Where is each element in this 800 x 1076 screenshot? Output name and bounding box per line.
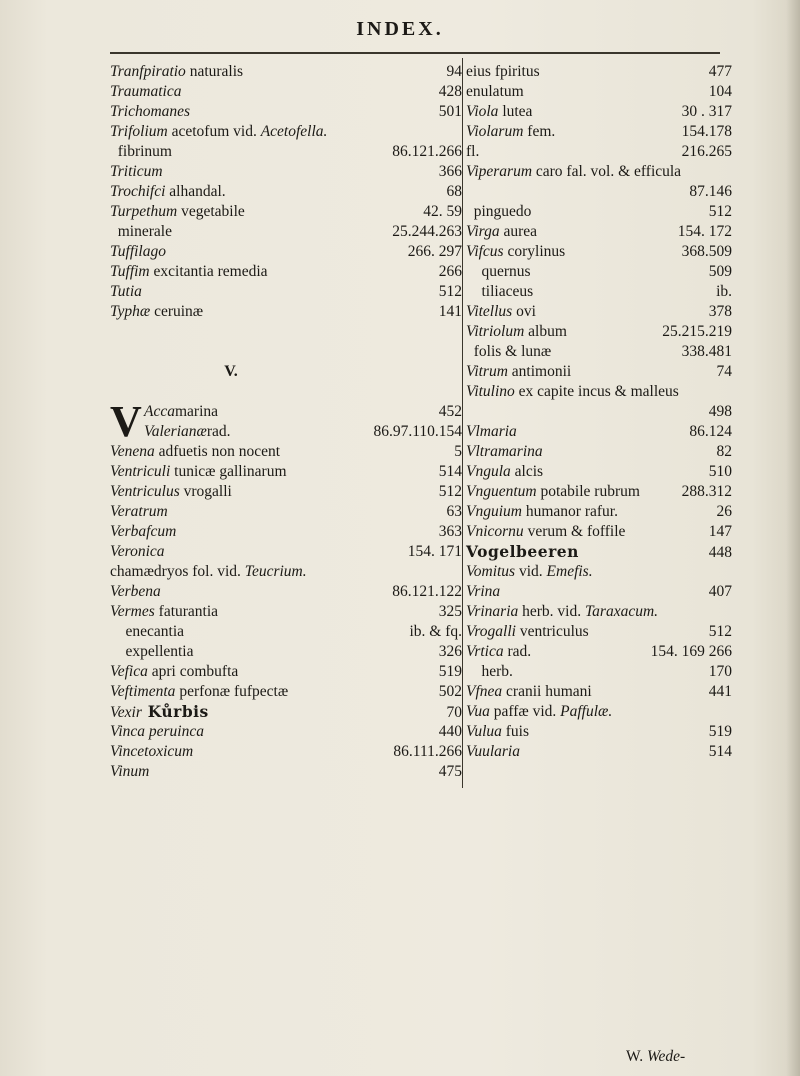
entry-term: Vinca peruinca bbox=[110, 723, 204, 740]
catchword-letter: W. bbox=[626, 1048, 644, 1065]
entry-pages: 94 bbox=[446, 63, 462, 80]
entry-term: Traumatica bbox=[110, 83, 182, 100]
catchword-term: Wede- bbox=[646, 1048, 686, 1065]
entry-text: acetofum vid. bbox=[167, 123, 261, 140]
entry-text: caro fal. vol. & efficula bbox=[532, 163, 682, 180]
entry-pages: 288.312 bbox=[681, 483, 732, 500]
entry-pages: 5 bbox=[454, 443, 462, 460]
page-edge-shadow bbox=[786, 0, 800, 1076]
index-entry bbox=[466, 82, 732, 102]
entry-term: Vuularia bbox=[466, 743, 520, 760]
entry-term: Vifcus bbox=[466, 243, 504, 260]
index-entry bbox=[466, 242, 732, 262]
v-entries bbox=[110, 442, 462, 782]
index-entry bbox=[110, 102, 462, 122]
entry-pages: 512 bbox=[708, 623, 732, 640]
entry-term: Vrogalli bbox=[466, 623, 516, 640]
entry-term: Trichomanes bbox=[110, 103, 191, 120]
index-entry bbox=[466, 102, 732, 122]
entry-text: minerale bbox=[110, 223, 172, 240]
index-entry bbox=[466, 322, 732, 342]
entry-pages: 26 bbox=[716, 503, 732, 520]
index-entry bbox=[110, 602, 462, 622]
entry-text: herb. vid. bbox=[518, 603, 585, 620]
index-entry bbox=[110, 722, 462, 742]
entry-crossref: Acetofella. bbox=[260, 123, 328, 140]
index-entry bbox=[110, 482, 462, 502]
entry-term: Vincetoxicum bbox=[110, 743, 194, 760]
entry-term: Tranfpiratio bbox=[110, 63, 186, 80]
entry-term: Turpethum bbox=[110, 203, 178, 220]
entry-pages: 86.121.266 bbox=[392, 143, 462, 160]
entry-pages: 141 bbox=[438, 303, 462, 320]
entry-term: Venena bbox=[110, 443, 155, 460]
index-entry bbox=[466, 362, 732, 382]
entry-pages: 519 bbox=[438, 663, 462, 680]
index-entry bbox=[110, 62, 462, 82]
entry-pages: 30 . 317 bbox=[681, 103, 732, 120]
entry-pages: 441 bbox=[708, 683, 732, 700]
entry-pages: 82 bbox=[716, 443, 732, 460]
entry-pages: 428 bbox=[438, 83, 462, 100]
section-letter: V. bbox=[224, 363, 238, 380]
index-entry bbox=[466, 502, 732, 522]
entry-pages: 25.215.219 bbox=[662, 323, 732, 340]
entry-text: rad. bbox=[206, 423, 231, 440]
entry-term: Vlmaria bbox=[466, 423, 517, 440]
entry-text: corylinus bbox=[503, 243, 566, 260]
entry-text: adfuetis non nocent bbox=[154, 443, 281, 460]
entry-pages: 147 bbox=[708, 523, 732, 540]
index-entry bbox=[466, 382, 732, 402]
index-entry bbox=[466, 622, 732, 642]
index-entry bbox=[110, 502, 462, 522]
index-entry bbox=[110, 182, 462, 202]
entry-pages: 266 bbox=[438, 263, 462, 280]
entry-text: quernus bbox=[466, 263, 531, 280]
entry-text: vrogalli bbox=[179, 483, 232, 500]
entry-term: Vomitus bbox=[466, 563, 516, 580]
entry-text: ceruinæ bbox=[150, 303, 204, 320]
entry-term: Tuffim bbox=[110, 263, 150, 280]
entry-pages: 510 bbox=[708, 463, 732, 480]
entry-term: Viperarum bbox=[466, 163, 533, 180]
entry-pages: 338.481 bbox=[681, 343, 732, 360]
index-entry bbox=[466, 402, 732, 422]
entry-pages: 86.97.110.154 bbox=[373, 423, 462, 440]
entry-term: Valerianæ bbox=[144, 423, 207, 440]
entry-text: ventriculus bbox=[515, 623, 589, 640]
spacer bbox=[110, 322, 462, 342]
index-entry bbox=[110, 662, 462, 682]
entry-pages: 86.111.266 bbox=[393, 743, 462, 760]
entry-term: Vulua bbox=[466, 723, 502, 740]
entry-pages: 326 bbox=[438, 643, 462, 660]
entry-term: Tutia bbox=[110, 283, 142, 300]
index-entry bbox=[466, 142, 732, 162]
v-entries-right bbox=[466, 62, 732, 762]
index-entry bbox=[110, 162, 462, 182]
entry-term: Vinum bbox=[110, 763, 150, 780]
index-entry bbox=[110, 202, 462, 222]
entry-term: Vnicornu bbox=[466, 523, 524, 540]
entry-text: fibrinum bbox=[110, 143, 172, 160]
entry-german-term: Vogelbeeren bbox=[466, 542, 579, 561]
entry-pages: 512 bbox=[438, 283, 462, 300]
entry-term: Vua bbox=[466, 703, 490, 720]
index-entry bbox=[110, 142, 462, 162]
entry-pages: 104 bbox=[708, 83, 732, 100]
entry-pages: 448 bbox=[708, 544, 732, 561]
index-entry bbox=[466, 482, 732, 502]
entry-text: potabile rubrum bbox=[536, 483, 640, 500]
entry-term: Vefica bbox=[110, 663, 148, 680]
entry-term: Vitriolum bbox=[466, 323, 525, 340]
index-entry bbox=[466, 682, 732, 702]
entry-pages: 25.244.263 bbox=[392, 223, 462, 240]
entry-pages: 154.178 bbox=[681, 123, 732, 140]
entry-text: naturalis bbox=[185, 63, 244, 80]
entry-pages: ib. & fq. bbox=[409, 623, 462, 640]
entry-term: Vrtica bbox=[466, 643, 504, 660]
entry-crossref: Paffulæ. bbox=[560, 703, 613, 720]
index-entry bbox=[466, 722, 732, 742]
entry-text: enecantia bbox=[110, 623, 185, 640]
entry-pages: 266. 297 bbox=[407, 243, 462, 260]
entry-text: fem. bbox=[523, 123, 556, 140]
entry-pages: 63 bbox=[446, 503, 462, 520]
index-entry bbox=[466, 742, 732, 762]
index-entry bbox=[466, 522, 732, 542]
entry-text: fuis bbox=[501, 723, 529, 740]
entry-text: enulatum bbox=[466, 83, 524, 100]
index-entry bbox=[466, 602, 732, 622]
catchword bbox=[626, 1048, 685, 1066]
entry-term: Veratrum bbox=[110, 503, 168, 520]
index-entry bbox=[144, 422, 462, 442]
index-entry bbox=[466, 122, 732, 142]
entry-text: tiliaceus bbox=[466, 283, 534, 300]
entry-term: Vitulino bbox=[466, 383, 515, 400]
entry-pages: 154. 169 266 bbox=[650, 643, 732, 660]
entry-pages: 70 bbox=[446, 704, 462, 721]
entry-pages: 440 bbox=[438, 723, 462, 740]
index-entry bbox=[110, 462, 462, 482]
index-entry bbox=[466, 562, 732, 582]
spacer bbox=[110, 382, 462, 402]
entry-pages: 368.509 bbox=[681, 243, 732, 260]
page-header: INDEX. bbox=[356, 18, 444, 40]
entry-text: folis & lunæ bbox=[466, 343, 552, 360]
index-entry bbox=[110, 242, 462, 262]
index-entry bbox=[110, 542, 462, 562]
index-entry bbox=[110, 582, 462, 602]
index-entry bbox=[110, 122, 462, 142]
entry-term: Vitellus bbox=[466, 303, 513, 320]
entry-text: verum & foffile bbox=[523, 523, 626, 540]
entry-pages: 512 bbox=[438, 483, 462, 500]
entry-term: Vnguium bbox=[466, 503, 522, 520]
index-entry bbox=[110, 762, 462, 782]
entry-term: Ventriculi bbox=[110, 463, 171, 480]
t-entries bbox=[110, 62, 462, 322]
entry-pages: 363 bbox=[438, 523, 462, 540]
entry-crossref: Taraxacum. bbox=[584, 603, 659, 620]
index-entry bbox=[466, 262, 732, 282]
entry-pages: 170 bbox=[708, 663, 732, 680]
entry-text: lutea bbox=[498, 103, 533, 120]
entry-text: aurea bbox=[499, 223, 538, 240]
entry-term: Virga bbox=[466, 223, 500, 240]
index-entry bbox=[110, 522, 462, 542]
index-entry bbox=[110, 562, 462, 582]
entry-pages: 512 bbox=[708, 203, 732, 220]
entry-text: ex capite incus & malleus bbox=[514, 383, 679, 400]
entry-text: antimonii bbox=[507, 363, 572, 380]
index-entry bbox=[466, 462, 732, 482]
entry-text: fl. bbox=[466, 143, 480, 160]
entry-term: Veronica bbox=[110, 543, 165, 560]
index-entry bbox=[466, 582, 732, 602]
index-entry bbox=[110, 282, 462, 302]
entry-text: herb. bbox=[466, 663, 513, 680]
dropcap-letter: V bbox=[110, 397, 142, 446]
entry-german-term: Kůrbis bbox=[141, 702, 209, 721]
column-divider bbox=[462, 58, 463, 788]
entry-term: Trifolium bbox=[110, 123, 168, 140]
entry-pages: 216.265 bbox=[681, 143, 732, 160]
entry-term: Violarum bbox=[466, 123, 524, 140]
entry-text: alhandal. bbox=[165, 183, 226, 200]
entry-pages: 74 bbox=[716, 363, 732, 380]
index-entry bbox=[110, 82, 462, 102]
entry-pages: 514 bbox=[708, 743, 732, 760]
entry-term: Acca bbox=[144, 403, 175, 420]
entry-pages: 477 bbox=[708, 63, 732, 80]
left-column bbox=[110, 62, 462, 782]
entry-crossref: Teucrium. bbox=[244, 563, 307, 580]
entry-pages: ib. bbox=[716, 283, 732, 300]
entry-term: Tuffilago bbox=[110, 243, 166, 260]
entry-text: vid. bbox=[515, 563, 547, 580]
entry-term: Ventriculus bbox=[110, 483, 180, 500]
entry-pages: 514 bbox=[438, 463, 462, 480]
right-column bbox=[466, 62, 732, 762]
entry-text: cranii humani bbox=[502, 683, 592, 700]
entry-text: humanor rafur. bbox=[521, 503, 618, 520]
entry-pages: 378 bbox=[708, 303, 732, 320]
entry-pages: 509 bbox=[708, 263, 732, 280]
entry-text: apri combufta bbox=[147, 663, 239, 680]
entry-pages: 366 bbox=[438, 163, 462, 180]
v-dropcap-block bbox=[110, 397, 462, 446]
entry-pages: 501 bbox=[438, 103, 462, 120]
entry-pages: 68 bbox=[446, 183, 462, 200]
entry-term: Verbafcum bbox=[110, 523, 177, 540]
entry-term: Vitrum bbox=[466, 363, 508, 380]
index-entry bbox=[466, 302, 732, 322]
entry-pages: 498 bbox=[708, 403, 732, 420]
entry-pages: 86.121.122 bbox=[392, 583, 462, 600]
index-entry bbox=[110, 742, 462, 762]
index-entry bbox=[466, 542, 732, 562]
entry-text: expellentia bbox=[110, 643, 194, 660]
index-entry bbox=[110, 262, 462, 282]
index-entry bbox=[466, 202, 732, 222]
index-entry bbox=[110, 622, 462, 642]
entry-term: Typhæ bbox=[110, 303, 151, 320]
entry-pages: 452 bbox=[438, 403, 462, 420]
entry-pages: 475 bbox=[438, 763, 462, 780]
index-entry bbox=[466, 182, 732, 202]
index-entry bbox=[110, 642, 462, 662]
entry-term: Veftimenta bbox=[110, 683, 176, 700]
entry-text: paffæ vid. bbox=[489, 703, 561, 720]
index-entry bbox=[466, 442, 732, 462]
index-entry bbox=[466, 662, 732, 682]
index-entry bbox=[466, 162, 732, 182]
entry-pages: 502 bbox=[438, 683, 462, 700]
index-entry bbox=[466, 282, 732, 302]
entry-term: Vermes bbox=[110, 603, 155, 620]
entry-pages: 42. 59 bbox=[423, 203, 462, 220]
entry-text: marina bbox=[174, 403, 219, 420]
entry-pages: 325 bbox=[438, 603, 462, 620]
header-rule bbox=[110, 52, 720, 54]
entry-term: Vrinaria bbox=[466, 603, 519, 620]
index-entry bbox=[110, 222, 462, 242]
index-entry bbox=[466, 642, 732, 662]
index-entry bbox=[466, 62, 732, 82]
entry-text: rad. bbox=[503, 643, 532, 660]
entry-text: tunicæ gallinarum bbox=[170, 463, 287, 480]
index-entry bbox=[466, 422, 732, 442]
entry-text: album bbox=[524, 323, 567, 340]
entry-term: Vrina bbox=[466, 583, 501, 600]
entry-pages: 87.146 bbox=[689, 183, 732, 200]
entry-term: Vltramarina bbox=[466, 443, 543, 460]
index-entry bbox=[110, 302, 462, 322]
entry-crossref: Emefis. bbox=[546, 563, 593, 580]
index-entry bbox=[110, 442, 462, 462]
index-entry bbox=[466, 702, 732, 722]
entry-pages: 519 bbox=[708, 723, 732, 740]
entry-term: Vexir bbox=[110, 704, 142, 721]
entry-text: eius fpiritus bbox=[466, 63, 540, 80]
entry-term: Trochifci bbox=[110, 183, 166, 200]
entry-term: Triticum bbox=[110, 163, 163, 180]
index-entry bbox=[466, 222, 732, 242]
entry-term: Vnguentum bbox=[466, 483, 537, 500]
entry-text: ovi bbox=[512, 303, 536, 320]
entry-term: Vfnea bbox=[466, 683, 503, 700]
entry-term: Vngula bbox=[466, 463, 511, 480]
entry-text: excitantia remedia bbox=[149, 263, 268, 280]
index-entry bbox=[144, 402, 462, 422]
index-entry bbox=[466, 342, 732, 362]
index-entry bbox=[110, 702, 462, 722]
entry-pages: 407 bbox=[708, 583, 732, 600]
entry-text: chamædryos fol. vid. bbox=[110, 563, 245, 580]
entry-pages: 154. 171 bbox=[407, 543, 462, 560]
entry-pages: 154. 172 bbox=[677, 223, 732, 240]
entry-pages: 86.124 bbox=[689, 423, 732, 440]
entry-text: faturantia bbox=[154, 603, 219, 620]
entry-text: perfonæ fufpectæ bbox=[175, 683, 289, 700]
entry-text: vegetabile bbox=[177, 203, 245, 220]
spacer bbox=[110, 342, 462, 362]
entry-text: pinguedo bbox=[466, 203, 532, 220]
index-entry bbox=[110, 682, 462, 702]
entry-text: alcis bbox=[510, 463, 544, 480]
entry-term: Viola bbox=[466, 103, 499, 120]
entry-term: Verbena bbox=[110, 583, 161, 600]
